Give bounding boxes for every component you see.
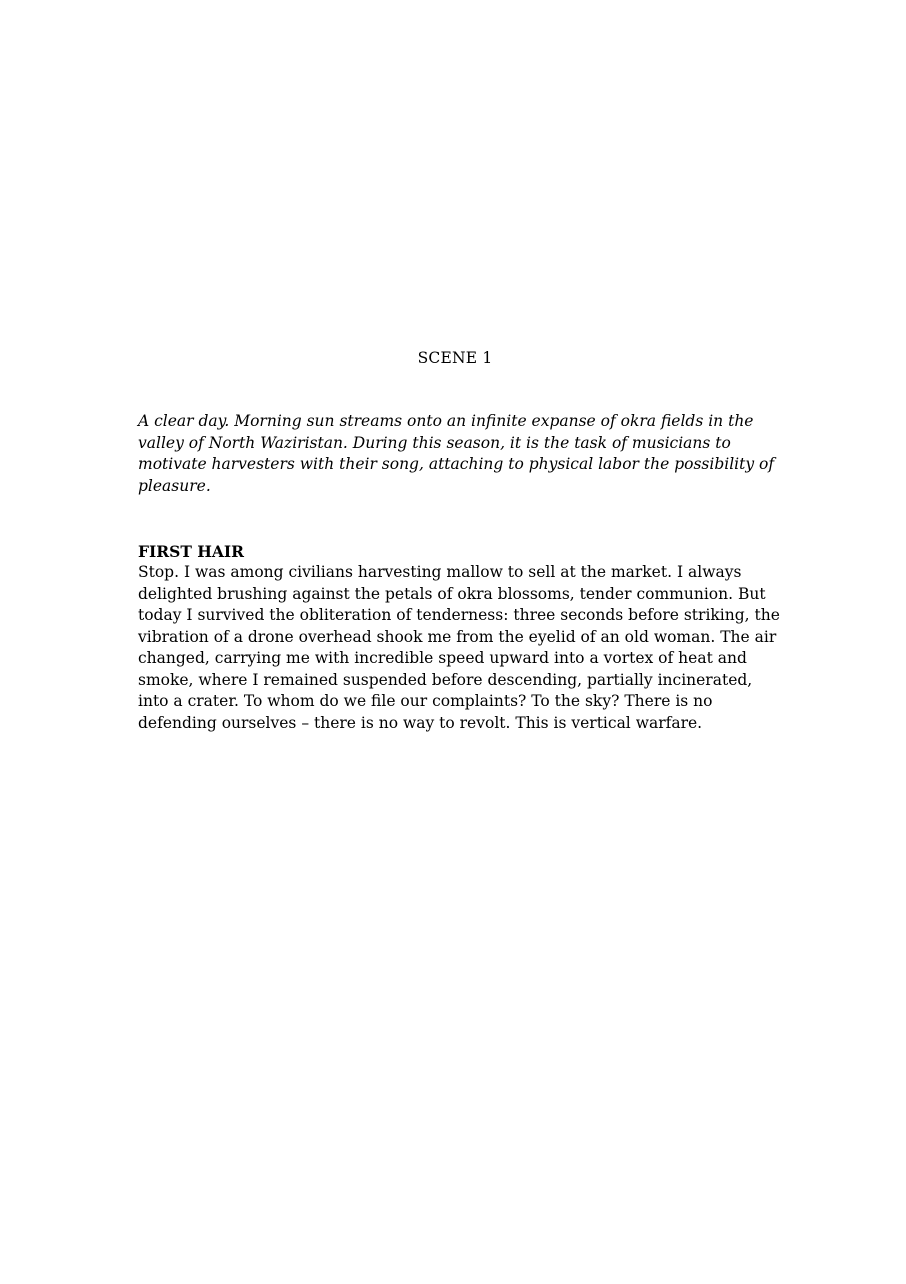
dialogue-line: defending ourselves – there is no way to revolt. This is vertical warfare. (138, 713, 703, 732)
stage-direction (138, 411, 778, 498)
dialogue-line: changed, carrying me with incredible speed upward into a vortex of heat and (138, 649, 747, 667)
dialogue-line: delighted brushing against the petals of okra blossoms, tender communion. But (138, 584, 766, 603)
dialogue-line: Stop. I was among civilians harvesting mallow to sell at the market. I always (138, 563, 742, 581)
stage-direction-line: motivate harvesters with their song, attaching to physical labor the possibility of (138, 455, 775, 474)
stage-direction-line: valley of North Waziristan. During this season, it is the task of musicians to (138, 433, 731, 452)
dialogue-text (138, 562, 788, 734)
dialogue-line: into a crater. To whom do we file our complaints? To the sky? There is no (138, 692, 713, 710)
stage-direction-line: pleasure. (138, 477, 211, 496)
dialogue-line: vibration of a drone overhead shook me from the eyelid of an old woman. The air (138, 627, 777, 646)
dialogue-line: today I survived the obliteration of tenderness: three seconds before striking, the (138, 606, 780, 624)
speaker-name: FIRST HAIR (138, 542, 245, 561)
dialogue-line: smoke, where I remained suspended before descending, partially incinerated, (138, 670, 753, 689)
scene-heading: SCENE 1 (417, 349, 493, 367)
stage-direction-line: A clear day. Morning sun streams onto an infinite expanse of okra fields in the (138, 412, 754, 430)
